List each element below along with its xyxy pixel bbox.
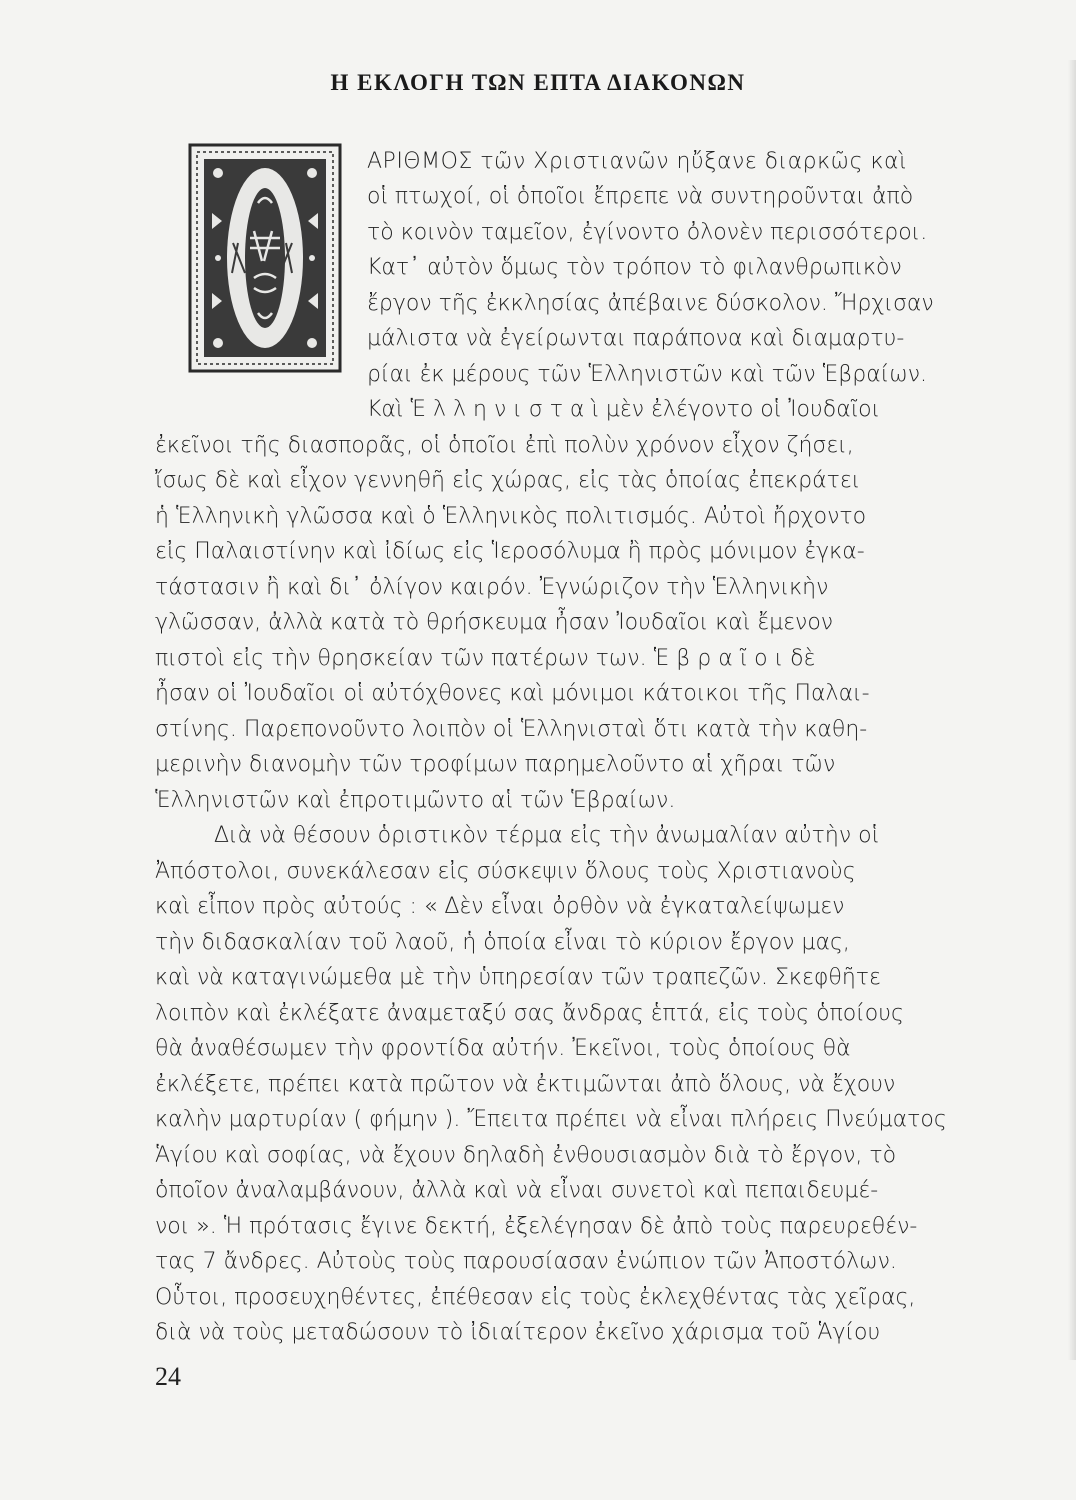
page-number: 24 bbox=[155, 1362, 181, 1391]
text-line: τὴν διδασκαλίαν τοῦ λαοῦ, ἡ ὁποία εἶναι τὸ κύριον ἔργον μας, bbox=[155, 930, 850, 955]
text-line: ἴσως δὲ καὶ εἶχον γεννηθῆ εἰς χώρας, εἰς τὰς ὁποίας ἐπεκράτει bbox=[155, 468, 861, 493]
page-edge-shadow bbox=[1068, 60, 1076, 1360]
text-line: Καὶ Ἑ λ λ η ν ι σ τ α ὶ μὲν ἐλέγοντο οἱ Ἰουδαῖοι bbox=[367, 397, 881, 422]
text-line: ρίαι ἐκ μέρους τῶν Ἑλληνιστῶν καὶ τῶν Ἑβραίων. bbox=[367, 362, 927, 387]
text-line: εἰς Παλαιστίνην καὶ ἰδίως εἰς Ἱεροσόλυμα ἢ πρὸς μόνιμον ἐγκα- bbox=[155, 539, 865, 564]
text-line: μάλιστα νὰ ἐγείρωνται παράπονα καὶ διαμαρτυ- bbox=[367, 326, 905, 351]
text-line: γλῶσσαν, ἀλλὰ κατὰ τὸ θρήσκευμα ἦσαν Ἰουδαῖοι καὶ ἔμενον bbox=[155, 610, 834, 635]
text-line: ΑΡΙΘΜΟΣ τῶν Χριστιανῶν ηὔξανε διαρκῶς καὶ bbox=[367, 149, 907, 174]
text-line: Ἑλληνιστῶν καὶ ἐπροτιμῶντο αἱ τῶν Ἑβραίων. bbox=[155, 788, 676, 813]
text-line: μερινὴν διανομὴν τῶν τροφίμων παρημελοῦντο αἱ χῆραι τῶν bbox=[155, 752, 836, 777]
text-line: Ἀπόστολοι, συνεκάλεσαν εἰς σύσκεψιν ὅλους τοὺς Χριστιανοὺς bbox=[155, 859, 856, 884]
page-title: Η ΕΚΛΟΓΗ ΤΩΝ ΕΠΤΑ ΔΙΑΚΟΝΩΝ bbox=[330, 70, 746, 95]
text-line: διὰ νὰ τοὺς μεταδώσουν τὸ ἰδιαίτερον ἐκεῖνο χάρισμα τοῦ Ἁγίου bbox=[155, 1320, 881, 1345]
text-line: καὶ νὰ καταγινώμεθα μὲ τὴν ὑπηρεσίαν τῶν τραπεζῶν. Σκεφθῆτε bbox=[155, 965, 881, 990]
text-line: τὸ κοινὸν ταμεῖον, ἐγίνοντο ὀλονὲν περισσότεροι. bbox=[367, 220, 928, 245]
text-line: ἐκλέξετε, πρέπει κατὰ πρῶτον νὰ ἐκτιμῶνται ἀπὸ ὅλους, νὰ ἔχουν bbox=[155, 1072, 896, 1097]
text-line: θὰ ἀναθέσωμεν τὴν φροντίδα αὐτήν. Ἐκεῖνοι, τοὺς ὁποίους θὰ bbox=[155, 1036, 851, 1061]
text-line: Διὰ νὰ θέσουν ὁριστικὸν τέρμα εἰς τὴν ἀνωμαλίαν αὐτὴν οἱ bbox=[214, 823, 880, 848]
text-line: Κατ᾽ αὐτὸν ὅμως τὸν τρόπον τὸ φιλανθρωπικὸν bbox=[367, 255, 902, 280]
text-line: καλὴν μαρτυρίαν ( φήμην ). Ἔπειτα πρέπει νὰ εἶναι πλήρεις Πνεύματος bbox=[155, 1107, 947, 1132]
text-line: ἦσαν οἱ Ἰουδαῖοι οἱ αὐτόχθονες καὶ μόνιμοι κάτοικοι τῆς Παλαι- bbox=[155, 681, 870, 706]
text-line: τάστασιν ἢ καὶ δι᾽ ὀλίγον καιρόν. Ἐγνώριζον τὴν Ἑλληνικὴν bbox=[155, 575, 829, 600]
text-line: ἡ Ἑλληνικὴ γλῶσσα καὶ ὁ Ἑλληνικὸς πολιτισμός. Αὐτοὶ ἤρχοντο bbox=[155, 504, 867, 529]
text-line: Ἁγίου καὶ σοφίας, νὰ ἔχουν δηλαδὴ ἐνθουσιασμὸν διὰ τὸ ἔργον, τὸ bbox=[155, 1143, 897, 1168]
text-line: πιστοὶ εἰς τὴν θρησκείαν τῶν πατέρων των. Ἑ β ρ α ῖ ο ι δὲ bbox=[155, 646, 816, 671]
text-line: στίνης. Παρεπονοῦντο λοιπὸν οἱ Ἑλληνισταὶ ὅτι κατὰ τὴν καθη- bbox=[155, 717, 868, 742]
text-line: ὁποῖον ἀναλαμβάνουν, ἀλλὰ καὶ νὰ εἶναι συνετοὶ καὶ πεπαιδευμέ- bbox=[155, 1178, 879, 1203]
text-line: λοιπὸν καὶ ἐκλέξατε ἀναμεταξύ σας ἄνδρας ἑπτά, εἰς τοὺς ὁποίους bbox=[155, 1001, 904, 1026]
text-line: ἔργον τῆς ἐκκλησίας ἀπέβαινε δύσκολον. Ἤρχισαν bbox=[367, 291, 934, 316]
decorated-initial-o bbox=[188, 143, 342, 373]
ornament-frame-icon bbox=[188, 143, 342, 373]
text-line: ἐκεῖνοι τῆς διασπορᾶς, οἱ ὁποῖοι ἐπὶ πολὺν χρόνον εἶχον ζήσει, bbox=[155, 433, 854, 458]
text-line: Οὗτοι, προσευχηθέντες, ἐπέθεσαν εἰς τοὺς ἐκλεχθέντας τὰς χεῖρας, bbox=[155, 1285, 916, 1310]
text-line: τας 7 ἄνδρες. Αὐτοὺς τοὺς παρουσίασαν ἐνώπιον τῶν Ἀποστόλων. bbox=[155, 1249, 897, 1274]
text-line: νοι ». Ἡ πρότασις ἔγινε δεκτή, ἐξελέγησαν δὲ ἀπὸ τοὺς παρευρεθέν- bbox=[155, 1214, 918, 1239]
text-line: οἱ πτωχοί, οἱ ὁποῖοι ἔπρεπε νὰ συντηροῦνται ἀπὸ bbox=[367, 184, 914, 209]
text-line: καὶ εἶπον πρὸς αὐτούς : « Δὲν εἶναι ὀρθὸν νὰ ἐγκαταλείψωμεν bbox=[155, 894, 845, 919]
